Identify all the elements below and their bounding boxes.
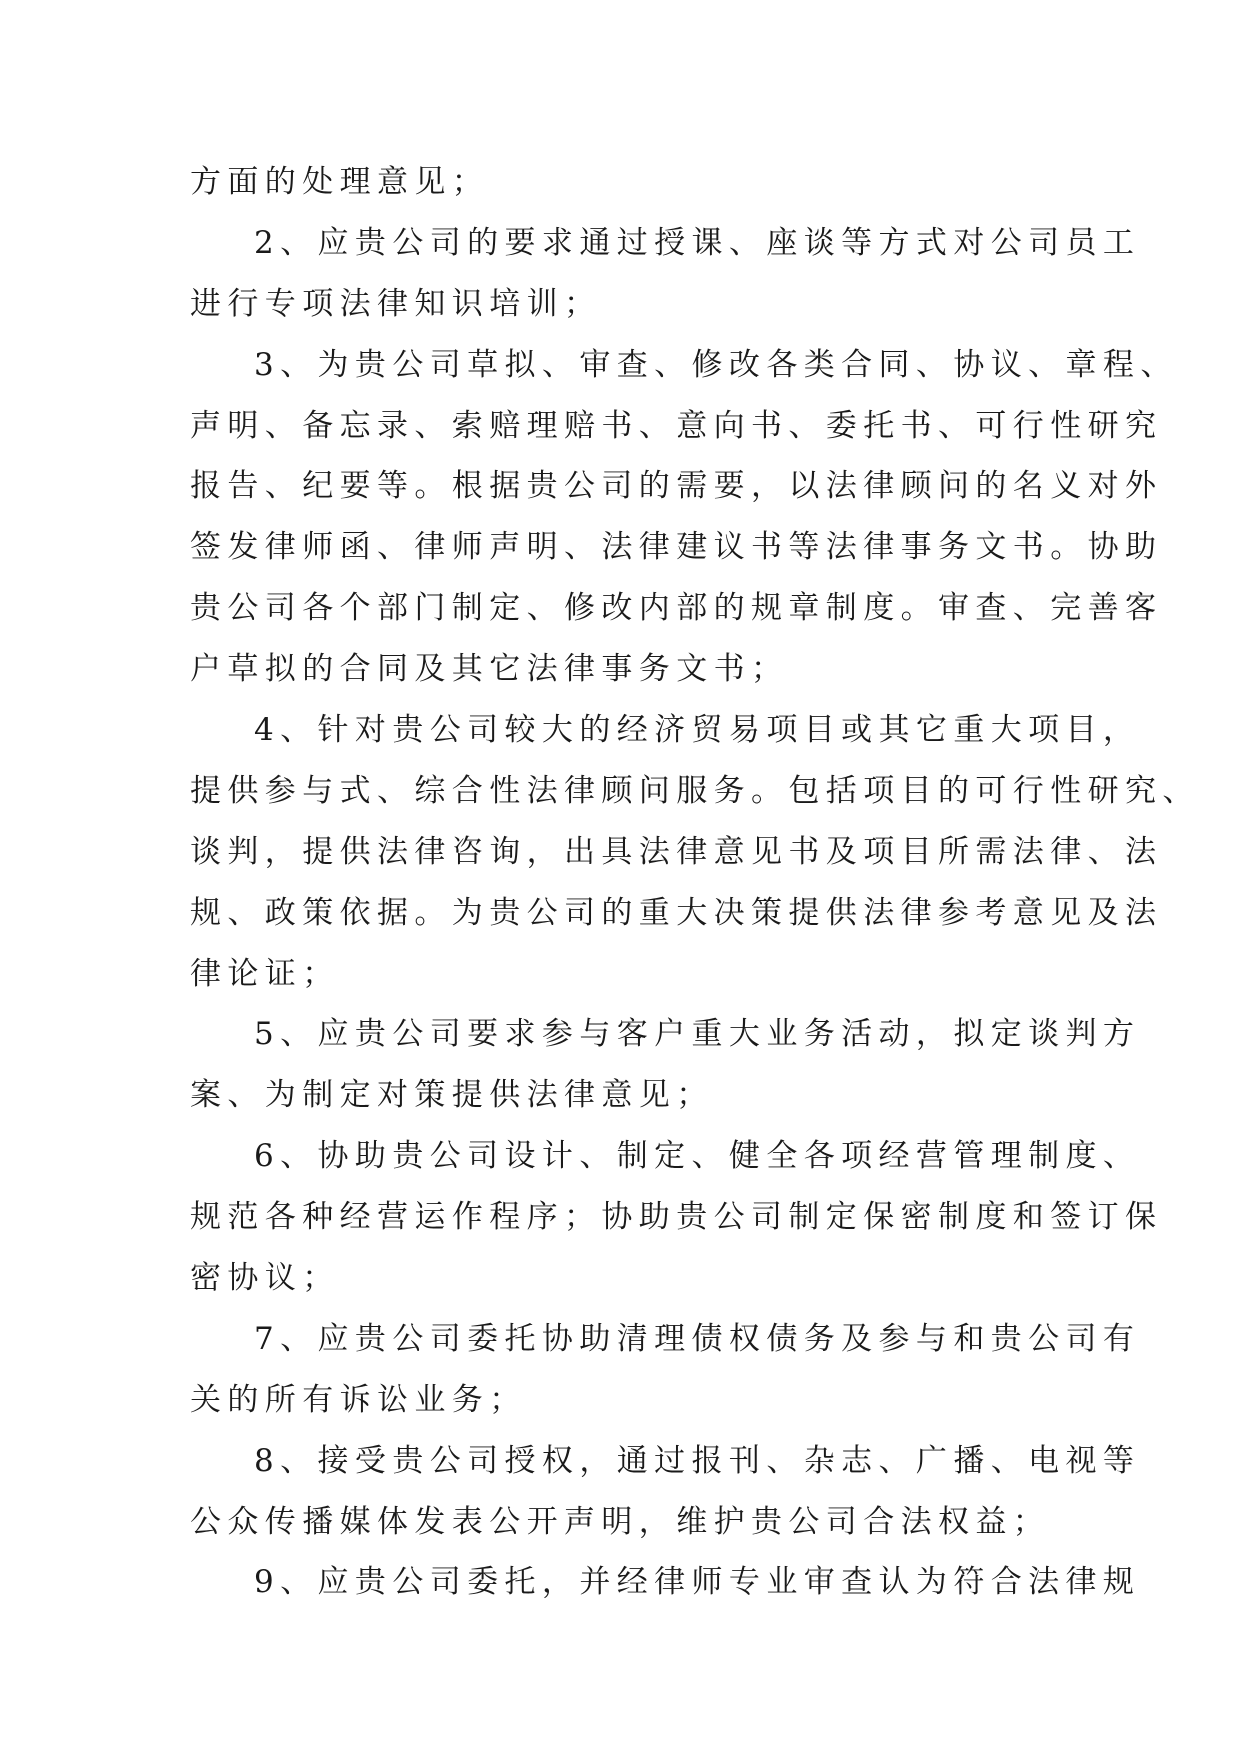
text-line: 报告、纪要等。根据贵公司的需要，以法律顾问的名义对外 <box>190 468 1163 505</box>
text-line: 公众传播媒体发表公开声明，维护贵公司合法权益； <box>190 1503 1051 1540</box>
text-line: 规范各种经营运作程序；协助贵公司制定保密制度和签订保 <box>190 1199 1163 1236</box>
text-line: 密协议； <box>190 1260 340 1297</box>
text-line: 签发律师函、律师声明、法律建议书等法律事务文书。协助 <box>190 529 1163 566</box>
document-body <box>190 152 1200 1613</box>
text-line: 声明、备忘录、索赔理赔书、意向书、委托书、可行性研究 <box>190 407 1163 444</box>
text-line: 4、针对贵公司较大的经济贸易项目或其它重大项目， <box>254 712 1141 749</box>
text-line: 2、应贵公司的要求通过授课、座谈等方式对公司员工 <box>254 224 1141 261</box>
text-line: 关的所有诉讼业务； <box>190 1381 527 1418</box>
text-line: 7、应贵公司委托协助清理债权债务及参与和贵公司有 <box>254 1320 1141 1357</box>
text-line: 户草拟的合同及其它法律事务文书； <box>190 651 789 688</box>
text-line: 6、协助贵公司设计、制定、健全各项经营管理制度、 <box>254 1138 1141 1175</box>
text-line: 5、应贵公司要求参与客户重大业务活动，拟定谈判方 <box>254 1016 1141 1053</box>
text-line: 方面的处理意见； <box>190 164 490 200</box>
text-line: 规、政策依据。为贵公司的重大决策提供法律参考意见及法 <box>190 894 1163 931</box>
text-line: 案、为制定对策提供法律意见； <box>190 1077 714 1114</box>
text-line: 9、应贵公司委托，并经律师专业审查认为符合法律规 <box>254 1564 1141 1601</box>
text-line: 8、接受贵公司授权，通过报刊、杂志、广播、电视等 <box>254 1442 1141 1479</box>
text-line: 提供参与式、综合性法律顾问服务。包括项目的可行性研究、 <box>190 772 1200 809</box>
text-line: 谈判，提供法律咨询，出具法律意见书及项目所需法律、法 <box>190 833 1163 870</box>
text-line: 3、为贵公司草拟、审查、修改各类合同、协议、章程、 <box>254 346 1178 383</box>
text-line: 贵公司各个部门制定、修改内部的规章制度。审查、完善客 <box>190 590 1163 627</box>
text-line: 进行专项法律知识培训； <box>190 285 602 322</box>
text-line: 律论证； <box>190 955 340 992</box>
